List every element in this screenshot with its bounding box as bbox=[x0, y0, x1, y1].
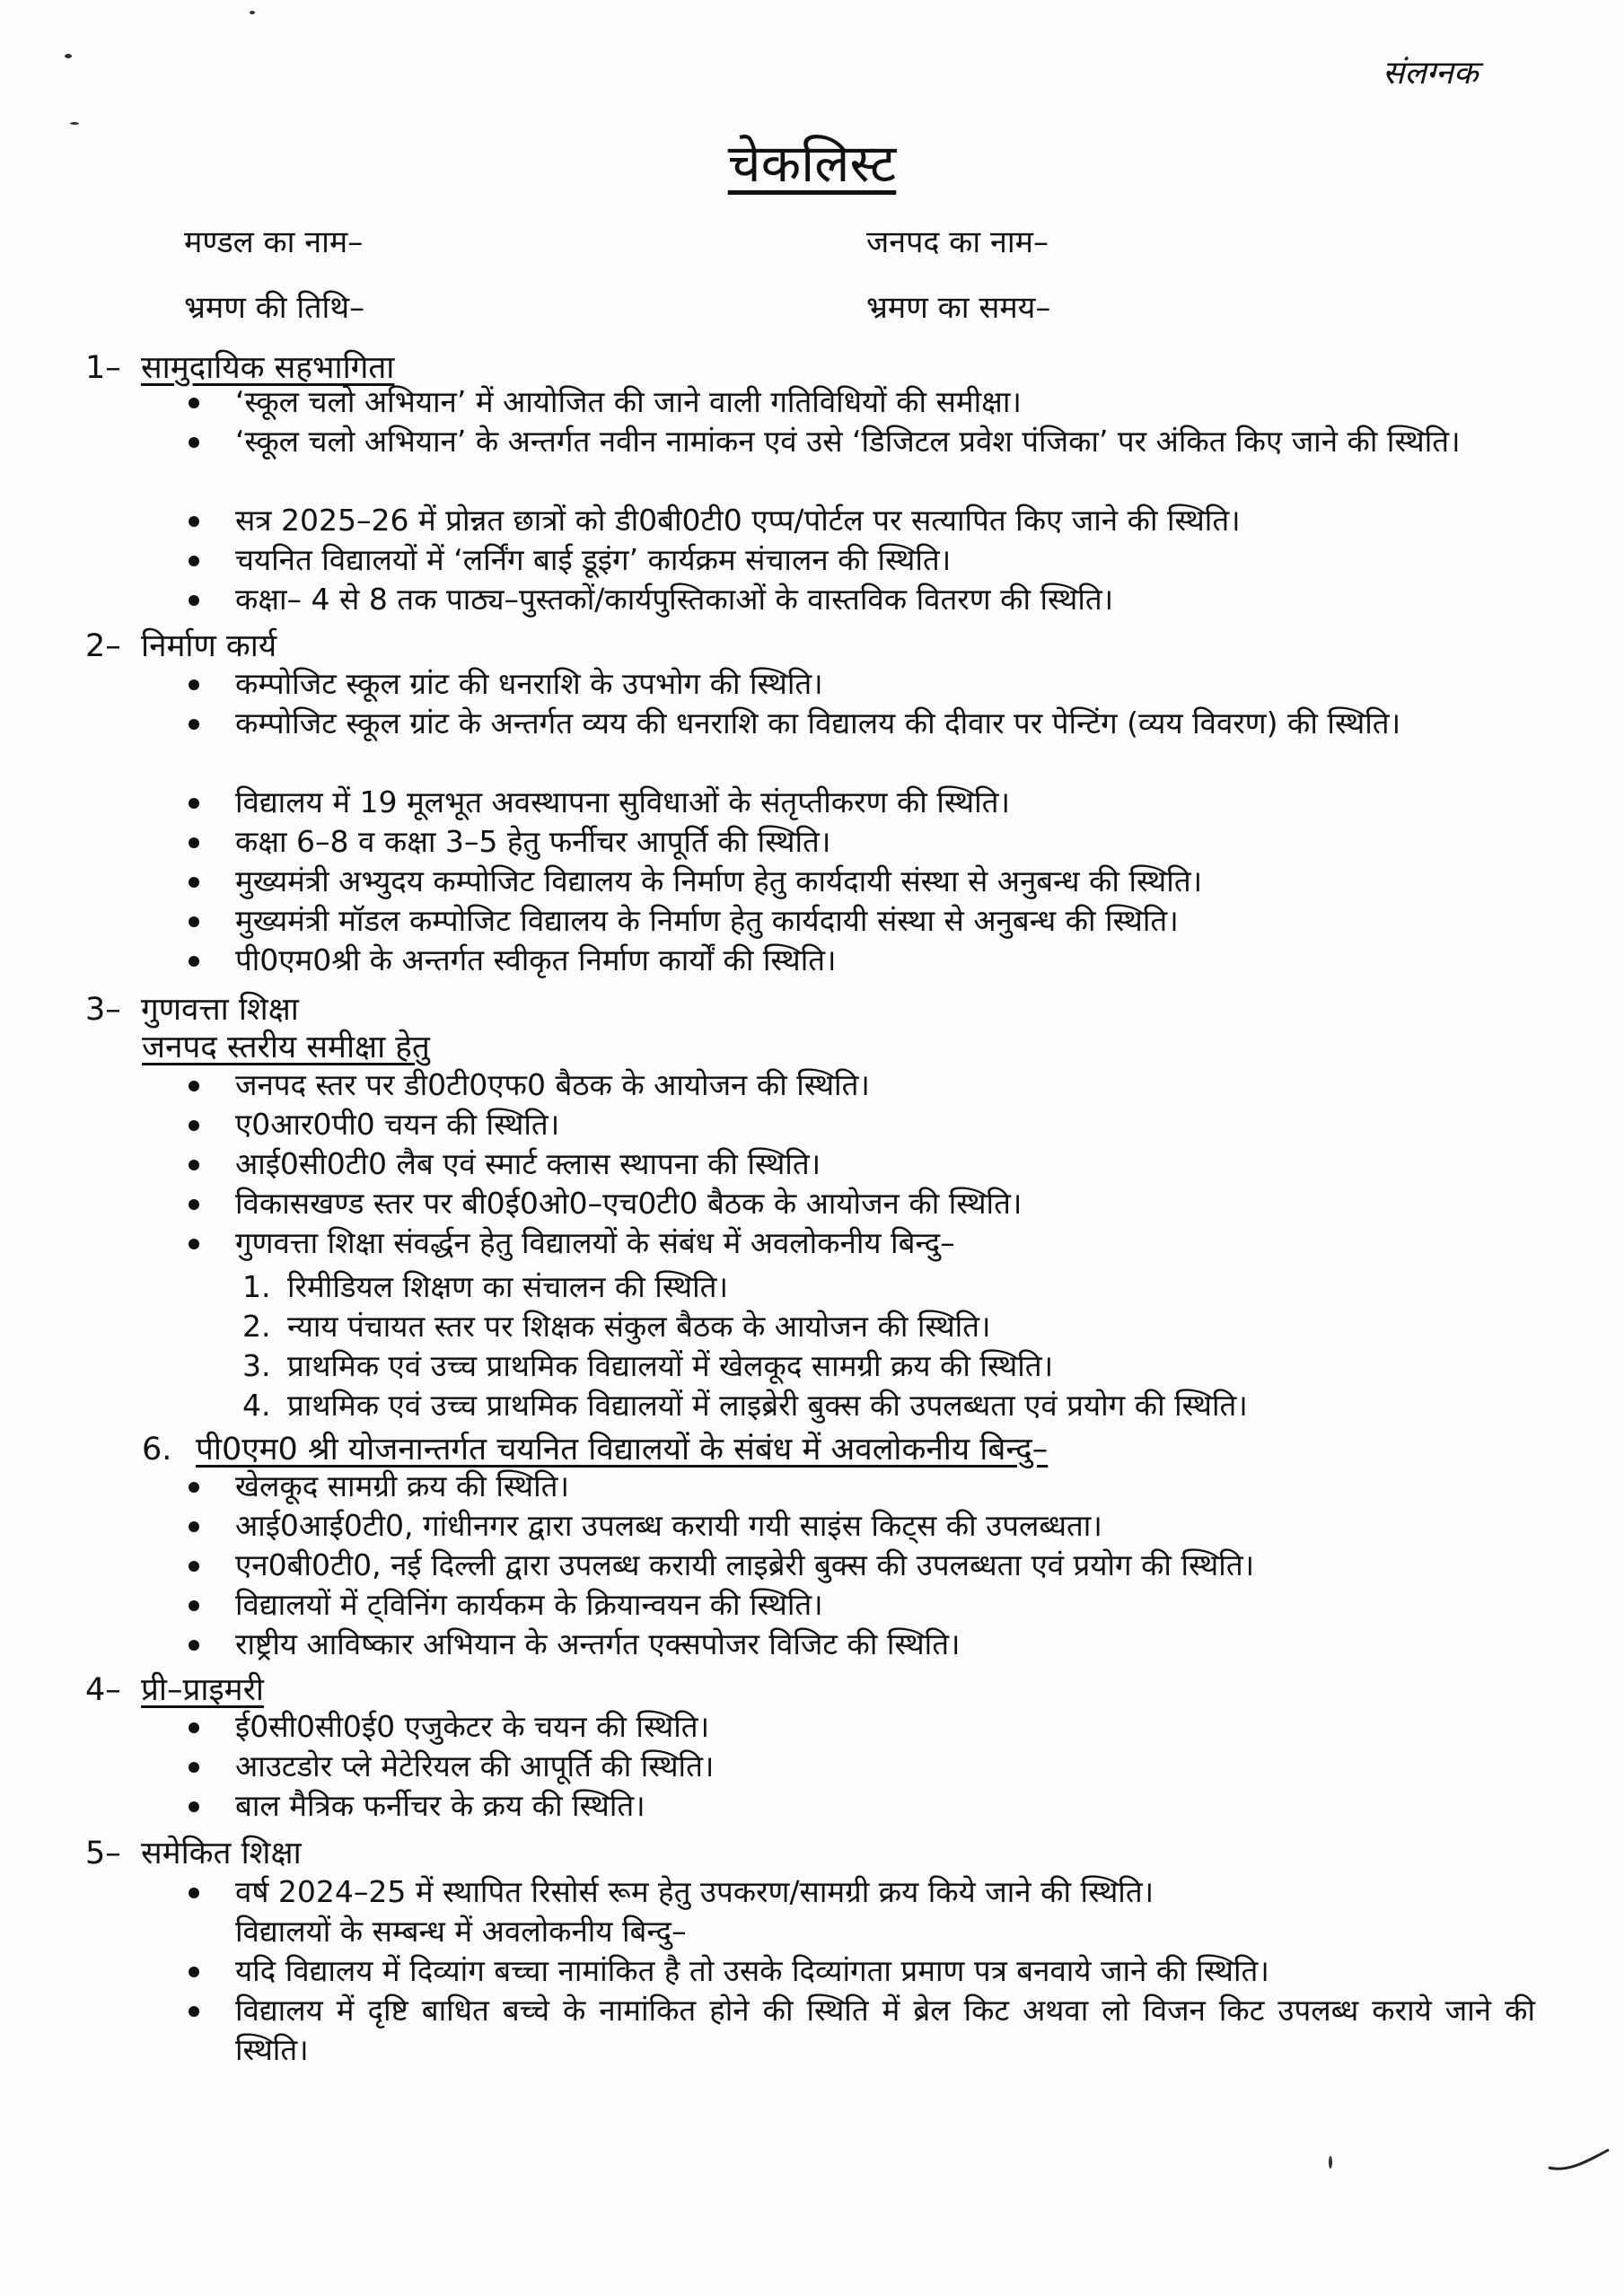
bullet-icon bbox=[189, 1239, 199, 1249]
pen-mark bbox=[1544, 2141, 1616, 2177]
bullet-icon bbox=[189, 719, 199, 730]
list-item: ‘स्कूल चलो अभियान’ के अन्तर्गत नवीन नामांकन एवं उसे ‘डिजिटल प्रवेश पंजिका’ पर अंकित किए जाने की स्थिति। bbox=[189, 422, 1535, 461]
numbered-item: 4. प्राथमिक एवं उच्च प्राथमिक विद्यालयों में लाइब्रेरी बुक्स की उपलब्धता एवं प्रयोग की स्थिति। bbox=[242, 1388, 1248, 1423]
list-item: मुख्यमंत्री अभ्युदय कम्पोजिट विद्यालय के निर्माण हेतु कार्यदायी संस्था से अनुबन्ध की स्थिति। bbox=[189, 862, 1535, 901]
section-title: निर्माण कार्य bbox=[141, 628, 277, 664]
numbered-item: 1. रिमीडियल शिक्षण का संचालन की स्थिति। bbox=[242, 1269, 728, 1304]
section-subtitle: जनपद स्तरीय समीक्षा हेतु bbox=[142, 1030, 430, 1065]
list-item: खेलकूद सामग्री क्रय की स्थिति। bbox=[189, 1467, 1535, 1506]
bullet-icon bbox=[189, 877, 199, 888]
bullet-icon bbox=[189, 1482, 199, 1493]
list-item: वर्ष 2024–25 में स्थापित रिसोर्स रूम हेतु उपकरण/सामग्री क्रय किये जाने की स्थिति। bbox=[189, 1872, 1535, 1912]
bullet-icon bbox=[189, 1888, 199, 1898]
list-item: चयनित विद्यालयों में ‘लर्निंग बाई डूइंग’ कार्यक्रम संचालन की स्थिति। bbox=[189, 540, 1535, 580]
subsection-heading: 6. पी0एम0 श्री योजनान्तर्गत चयनित विद्यालयों के संबंध में अवलोकनीय बिन्दु– bbox=[142, 1432, 1049, 1468]
section-title: समेकित शिक्षा bbox=[141, 1836, 302, 1871]
bullet-icon bbox=[189, 1521, 199, 1532]
list-item: विद्यालय में 19 मूलभूत अवस्थापना सुविधाओं के संतृप्तीकरण की स्थिति। bbox=[189, 783, 1535, 822]
bullet-icon bbox=[189, 595, 199, 606]
bullet-icon bbox=[189, 679, 199, 690]
section-number: 1– bbox=[85, 350, 121, 386]
bullet-icon bbox=[189, 2006, 199, 2017]
numbered-item: 3. प्राथमिक एवं उच्च प्राथमिक विद्यालयों में खेलकूद सामग्री क्रय की स्थिति। bbox=[242, 1348, 1054, 1383]
list-item: एन0बी0टी0, नई दिल्ली द्वारा उपलब्ध करायी लाइब्रेरी बुक्स की उपलब्धता एवं प्रयोग की स्थिति। bbox=[189, 1546, 1535, 1585]
bullet-icon bbox=[189, 398, 199, 408]
list-item: ई0सी0सी0ई0 एजुकेटर के चयन की स्थिति। bbox=[189, 1707, 1535, 1747]
observation-heading: विद्यालयों के सम्बन्ध में अवलोकनीय बिन्दु– bbox=[235, 1914, 687, 1949]
section-heading bbox=[85, 346, 394, 388]
bullet-icon bbox=[189, 556, 199, 566]
district-name-field: जनपद का नाम– bbox=[866, 224, 1049, 260]
bullet-icon bbox=[189, 1722, 199, 1733]
section-title: सामुदायिक सहभागिता bbox=[141, 350, 395, 386]
section-heading: 3– गुणवत्ता शिक्षा bbox=[85, 992, 299, 1028]
list-item: आई0आई0टी0, गांधीनगर द्वारा उपलब्ध करायी गयी साइंस किट्स की उपलब्धता। bbox=[189, 1506, 1535, 1546]
section-title: प्री–प्राइमरी bbox=[141, 1672, 264, 1708]
bullet-icon bbox=[189, 1120, 199, 1131]
bullet-icon bbox=[189, 1762, 199, 1773]
list-item: आउटडोर प्ले मेटेरियल की आपूर्ति की स्थिति। bbox=[189, 1747, 1535, 1786]
bullet-icon bbox=[189, 1561, 199, 1572]
section-title: गुणवत्ता शिक्षा bbox=[141, 992, 299, 1028]
list-item: ए0आर0पी0 चयन की स्थिति। bbox=[189, 1105, 1535, 1144]
list-item: मुख्यमंत्री मॉडल कम्पोजिट विद्यालय के निर्माण हेतु कार्यदायी संस्था से अनुबन्ध की स्थिति। bbox=[189, 901, 1535, 941]
division-name-field: मण्डल का नाम– bbox=[184, 224, 364, 260]
list-item: पी0एम0श्री के अन्तर्गत स्वीकृत निर्माण कार्यों की स्थिति। bbox=[189, 941, 1535, 980]
bullet-icon bbox=[189, 1199, 199, 1210]
bullet-icon bbox=[189, 1081, 199, 1091]
annexure-label: संलग्नक bbox=[1383, 55, 1479, 92]
scan-speck bbox=[65, 54, 72, 58]
bullet-icon bbox=[189, 1160, 199, 1170]
list-item: जनपद स्तर पर डी0टी0एफ0 बैठक के आयोजन की स्थिति। bbox=[189, 1065, 1535, 1105]
list-item: कम्पोजिट स्कूल ग्रांट की धनराशि के उपभोग की स्थिति। bbox=[189, 664, 1535, 704]
list-item: ‘स्कूल चलो अभियान’ में आयोजित की जाने वाली गतिविधियों की समीक्षा। bbox=[189, 382, 1535, 422]
scan-speck bbox=[1329, 2156, 1332, 2169]
list-item: विकासखण्ड स्तर पर बी0ई0ओ0–एच0टी0 बैठक के आयोजन की स्थिति। bbox=[189, 1184, 1535, 1223]
bullet-icon bbox=[189, 1801, 199, 1812]
list-item: कक्षा 6–8 व कक्षा 3–5 हेतु फर्नीचर आपूर्ति की स्थिति। bbox=[189, 822, 1535, 862]
scan-speck bbox=[250, 11, 255, 14]
list-item: गुणवत्ता शिक्षा संवर्द्धन हेतु विद्यालयों के संबंध में अवलोकनीय बिन्दु– bbox=[189, 1223, 1535, 1263]
visit-time-field: भ्रमण का समय– bbox=[866, 290, 1051, 326]
bullet-icon bbox=[189, 798, 199, 809]
section-heading: 5– समेकित शिक्षा bbox=[85, 1836, 302, 1871]
scan-speck bbox=[70, 122, 79, 125]
bullet-icon bbox=[189, 1967, 199, 1977]
list-item: विद्यालय में दृष्टि बाधित बच्चे के नामांकित होने की स्थिति में ब्रेल किट अथवा लो विजन किट उपलब्ध कराये जाने की स्थिति। bbox=[189, 1991, 1535, 2070]
list-item: सत्र 2025–26 में प्रोन्नत छात्रों को डी0बी0टी0 एप्प/पोर्टल पर सत्यापित किए जाने की स्थिति। bbox=[189, 501, 1535, 540]
list-item: यदि विद्यालय में दिव्यांग बच्चा नामांकित है तो उसके दिव्यांगता प्रमाण पत्र बनवाये जाने की स्थिति। bbox=[189, 1951, 1535, 1991]
list-item: बाल मैत्रिक फर्नीचर के क्रय की स्थिति। bbox=[189, 1786, 1535, 1826]
section-heading: 4– प्री–प्राइमरी bbox=[85, 1672, 264, 1708]
numbered-item: 2. न्याय पंचायत स्तर पर शिक्षक संकुल बैठक के आयोजन की स्थिति। bbox=[242, 1309, 991, 1344]
visit-date-field: भ्रमण की तिथि– bbox=[184, 290, 365, 326]
bullet-icon bbox=[189, 516, 199, 527]
bullet-icon bbox=[189, 1640, 199, 1651]
page-title: चेकलिस्ट bbox=[727, 133, 897, 194]
list-item: आई0सी0टी0 लैब एवं स्मार्ट क्लास स्थापना की स्थिति। bbox=[189, 1144, 1535, 1184]
list-item: विद्यालयों में ट्विनिंग कार्यकम के क्रियान्वयन की स्थिति। bbox=[189, 1585, 1535, 1625]
list-item: राष्ट्रीय आविष्कार अभियान के अन्तर्गत एक्सपोजर विजिट की स्थिति। bbox=[189, 1625, 1535, 1664]
section-heading: 2– निर्माण कार्य bbox=[85, 628, 277, 664]
bullet-icon bbox=[189, 437, 199, 448]
list-item: कम्पोजिट स्कूल ग्रांट के अन्तर्गत व्यय की धनराशि का विद्यालय की दीवार पर पेन्टिंग (व्यय विवरण) की स्थिति। bbox=[189, 704, 1535, 743]
bullet-icon bbox=[189, 837, 199, 848]
bullet-icon bbox=[189, 916, 199, 927]
list-item: कक्षा– 4 से 8 तक पाठ्य–पुस्तकों/कार्यपुस्तिकाओं के वास्तविक वितरण की स्थिति। bbox=[189, 580, 1535, 619]
bullet-icon bbox=[189, 1600, 199, 1611]
bullet-icon bbox=[189, 956, 199, 967]
